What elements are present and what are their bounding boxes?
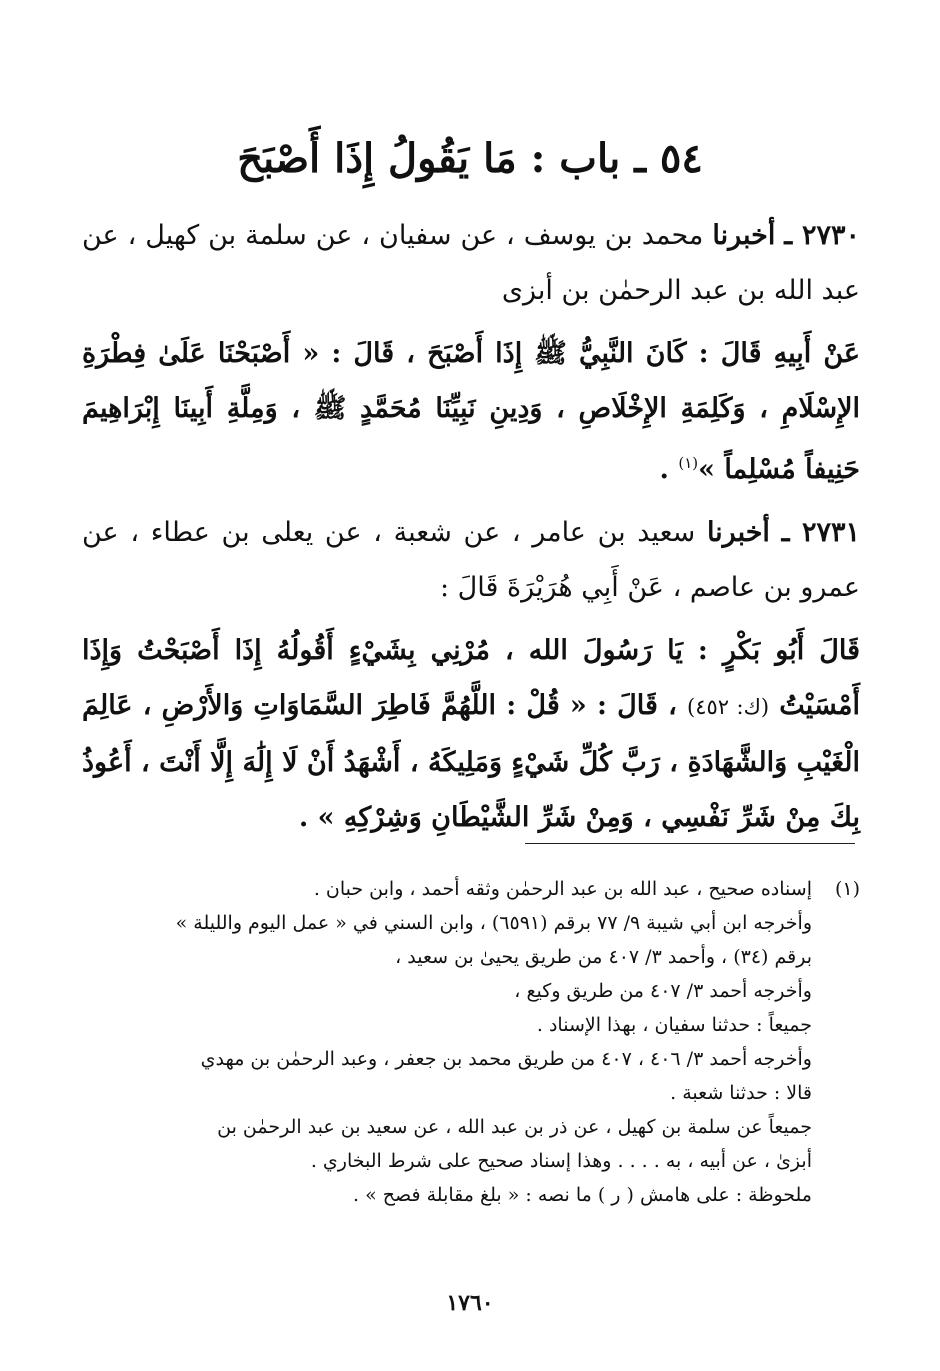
isnad-text: سعيد بن عامر ، عن شعبة ، عن يعلى بن عطاء ، عن عمرو بن عاصم ، عَنْ أَبِي هُرَيْرَةَ قَالَ : (82, 517, 860, 603)
footnote-line: وأخرجه أحمد ٣/ ٤٠٧ من طريق وكيع ، (514, 980, 812, 1002)
chapter-title: ٥٤ ـ باب : مَا يَقُولُ إِذَا أَصْبَحَ (237, 135, 703, 182)
isnad-lead: أخبرنا (706, 517, 770, 548)
footnote-number: (١) (834, 878, 860, 900)
page-number: ١٧٦٠ (446, 1290, 494, 1316)
hadith-number: ٢٧٣٠ ـ (784, 220, 860, 251)
hadith-text: عَنْ أَبِيهِ قَالَ : كَانَ النَّبِيُّ ﷺ إِذَا أَصْبَحَ ، قَالَ : « أَصْبَحْنَا عَلَىٰ فِطْرَةِ الإِسْلَامِ ، وَكَلِمَةِ الإِخْلَاصِ ، وَدِينِ نَبِيِّنَا مُحَمَّدٍ ﷺ ، وَمِلَّةِ أَبِينَا إِبْرَاهِيمَ حَنِيفاً مُسْلِماً » (82, 338, 860, 485)
footnote-1 (82, 872, 860, 1212)
footnotes (82, 872, 860, 1212)
footnote-line: جميعاً : حدثنا سفيان ، بهذا الإسناد . (536, 1014, 812, 1036)
footnote-line: وأخرجه ابن أبي شيبة ٩/ ٧٧ برقم (٦٥٩١) ، وابن السني في « عمل اليوم والليلة » (175, 912, 812, 934)
footnote-line: ملحوظة : على هامش ( ر ) ما نصه : « بلغ مقابلة فصح » . (353, 1184, 812, 1206)
footnote-line: جميعاً عن سلمة بن كهيل ، عن ذر بن عبد الله ، عن سعيد بن عبد الرحمٰن بن (217, 1116, 812, 1138)
footnote-line: قالا : حدثنا شعبة . (670, 1082, 812, 1104)
footnote-line: وأخرجه أحمد ٣/ ٤٠٦ ، ٤٠٧ من طريق محمد بن جعفر ، وعبد الرحمٰن بن مهدي (200, 1048, 812, 1070)
isnad-text: محمد بن يوسف ، عن سفيان ، عن سلمة بن كهيل ، عن عبد الله بن عبد الرحمٰن بن أبزى (82, 220, 860, 306)
footnote-ref: (١) (678, 454, 699, 472)
hadith-number: ٢٧٣١ ـ (781, 517, 860, 548)
hadith-2730-isnad (82, 208, 860, 318)
footnote-lines (82, 872, 812, 1212)
footnote-divider (525, 843, 855, 844)
hadith-2731-isnad (82, 505, 860, 615)
footnote-line: إسناده صحيح ، عبد الله بن عبد الرحمٰن وثقه أحمد ، وابن حبان . (313, 878, 812, 900)
main-text (82, 208, 860, 853)
hadith-2731-text (82, 623, 860, 845)
hadith-text-a: قَالَ أَبُو بَكْرٍ : يَا رَسُولَ الله ، مُرْنِي بِشَيْءٍ أَقُولُهُ إِذَا أَصْبَحْتُ وَإِذَا أَمْسَيْتُ (82, 635, 861, 721)
hadith-text-b: ، قَالَ : « قُلْ : اللَّهُمَّ فَاطِرَ السَّمَاوَاتِ وَالأَرْضِ ، عَالِمَ الْغَيْبِ وَالشَّهَادَةِ ، رَبَّ كُلِّ شَيْءٍ وَمَلِيكَهُ ، أَشْهَدُ أَنْ لَا إِلَٰهَ إِلَّا أَنْتَ ، أَعُوذُ بِكَ مِنْ شَرِّ نَفْسِي ، وَمِنْ شَرِّ الشَّيْطَانِ وَشِرْكِهِ » . (82, 690, 860, 833)
manuscript-ref: (ك: ٤٥٢) (687, 695, 770, 719)
hadith-2730-text (82, 326, 860, 497)
footnote-line: أبزىٰ ، عن أبيه ، به . . . . وهذا إسناد صحيح على شرط البخاري . (310, 1150, 812, 1172)
footnote-line: برقم (٣٤) ، وأحمد ٣/ ٤٠٧ من طريق يحيىٰ بن سعيد ، (395, 946, 812, 968)
hadith-end: . (659, 454, 679, 485)
isnad-lead: أخبرنا (712, 220, 776, 251)
